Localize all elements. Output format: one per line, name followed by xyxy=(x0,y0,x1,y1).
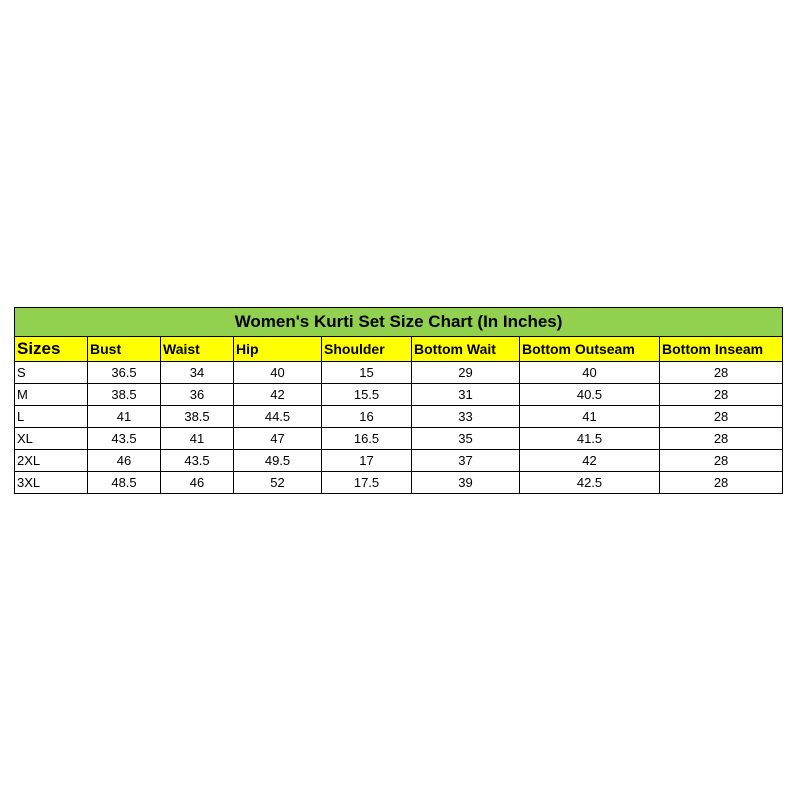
bottom-wait-value: 31 xyxy=(412,384,520,406)
bottom-outseam-value: 41.5 xyxy=(520,428,660,450)
bust-value: 46 xyxy=(88,450,161,472)
hip-value: 47 xyxy=(234,428,322,450)
title-row xyxy=(15,308,783,337)
size-label: M xyxy=(15,384,88,406)
table-row xyxy=(15,450,783,472)
column-header-waist: Waist xyxy=(161,337,234,362)
hip-value: 49.5 xyxy=(234,450,322,472)
hip-value: 42 xyxy=(234,384,322,406)
shoulder-value: 15.5 xyxy=(322,384,412,406)
size-label: XL xyxy=(15,428,88,450)
size-label: S xyxy=(15,362,88,384)
bottom-inseam-value: 28 xyxy=(660,406,783,428)
hip-value: 40 xyxy=(234,362,322,384)
shoulder-value: 15 xyxy=(322,362,412,384)
column-header-bottom-wait: Bottom Wait xyxy=(412,337,520,362)
table-row xyxy=(15,362,783,384)
size-label: 3XL xyxy=(15,472,88,494)
bottom-wait-value: 37 xyxy=(412,450,520,472)
bottom-wait-value: 39 xyxy=(412,472,520,494)
bottom-outseam-value: 42 xyxy=(520,450,660,472)
bottom-inseam-value: 28 xyxy=(660,384,783,406)
column-header-hip: Hip xyxy=(234,337,322,362)
waist-value: 46 xyxy=(161,472,234,494)
bottom-outseam-value: 40 xyxy=(520,362,660,384)
table-row xyxy=(15,406,783,428)
bottom-inseam-value: 28 xyxy=(660,450,783,472)
hip-value: 44.5 xyxy=(234,406,322,428)
column-header-shoulder: Shoulder xyxy=(322,337,412,362)
size-chart xyxy=(14,307,782,494)
waist-value: 41 xyxy=(161,428,234,450)
header-row xyxy=(15,337,783,362)
waist-value: 38.5 xyxy=(161,406,234,428)
waist-value: 43.5 xyxy=(161,450,234,472)
bust-value: 36.5 xyxy=(88,362,161,384)
table-row xyxy=(15,472,783,494)
size-chart-table xyxy=(14,307,783,494)
size-label: 2XL xyxy=(15,450,88,472)
column-header-bottom-outseam: Bottom Outseam xyxy=(520,337,660,362)
column-header-sizes: Sizes xyxy=(15,337,88,362)
bust-value: 38.5 xyxy=(88,384,161,406)
chart-title: Women's Kurti Set Size Chart (In Inches) xyxy=(15,308,783,337)
bottom-inseam-value: 28 xyxy=(660,362,783,384)
bottom-wait-value: 33 xyxy=(412,406,520,428)
waist-value: 34 xyxy=(161,362,234,384)
bust-value: 41 xyxy=(88,406,161,428)
bottom-inseam-value: 28 xyxy=(660,472,783,494)
table-row xyxy=(15,384,783,406)
bottom-inseam-value: 28 xyxy=(660,428,783,450)
column-header-bottom-inseam: Bottom Inseam xyxy=(660,337,783,362)
shoulder-value: 17.5 xyxy=(322,472,412,494)
shoulder-value: 16 xyxy=(322,406,412,428)
shoulder-value: 16.5 xyxy=(322,428,412,450)
bottom-outseam-value: 40.5 xyxy=(520,384,660,406)
bottom-wait-value: 29 xyxy=(412,362,520,384)
bottom-outseam-value: 41 xyxy=(520,406,660,428)
shoulder-value: 17 xyxy=(322,450,412,472)
bottom-wait-value: 35 xyxy=(412,428,520,450)
hip-value: 52 xyxy=(234,472,322,494)
bottom-outseam-value: 42.5 xyxy=(520,472,660,494)
waist-value: 36 xyxy=(161,384,234,406)
column-header-bust: Bust xyxy=(88,337,161,362)
table-row xyxy=(15,428,783,450)
size-label: L xyxy=(15,406,88,428)
bust-value: 48.5 xyxy=(88,472,161,494)
bust-value: 43.5 xyxy=(88,428,161,450)
